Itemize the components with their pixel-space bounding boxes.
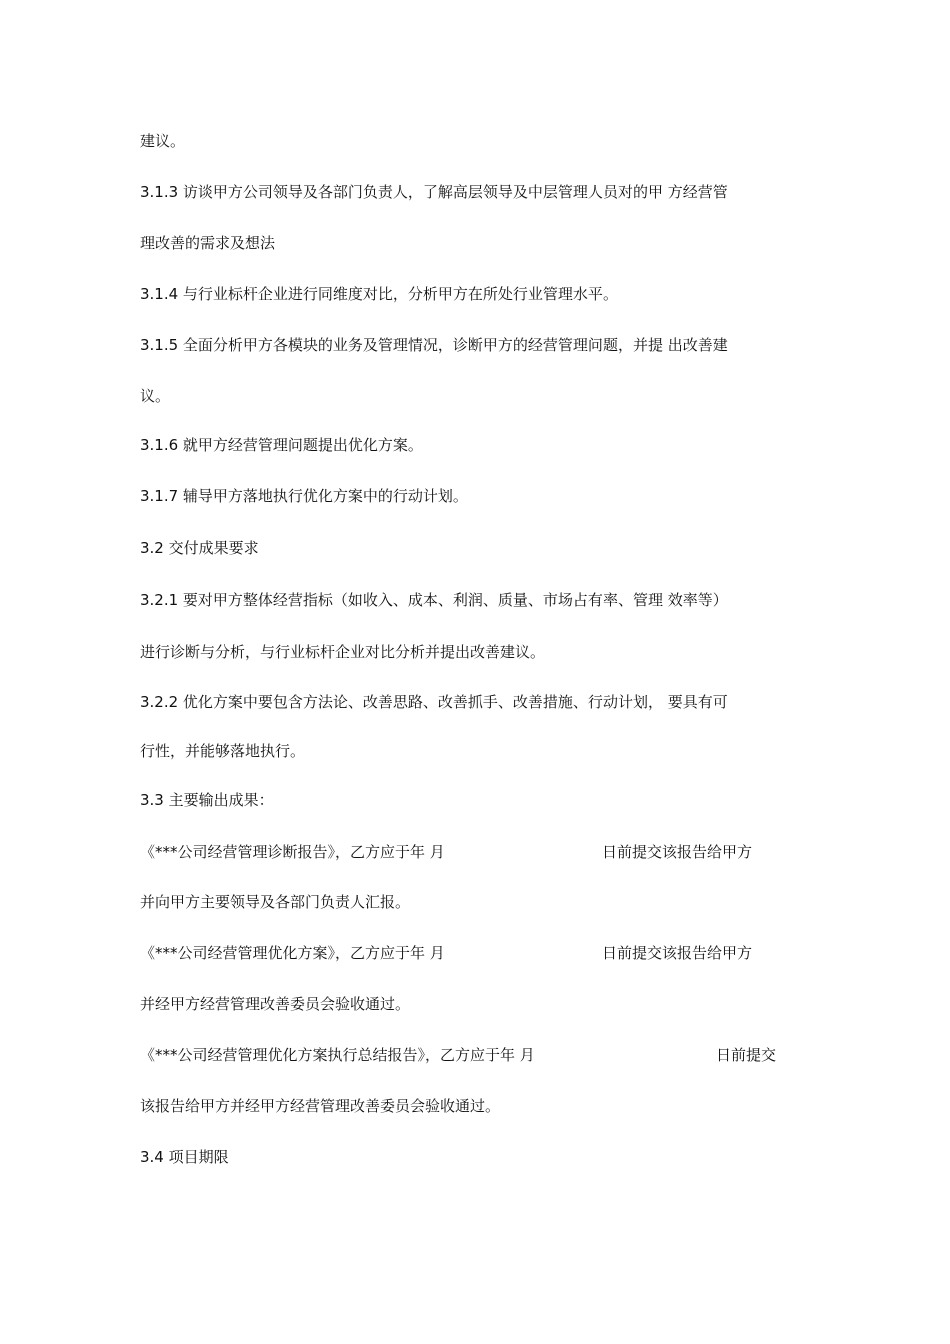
paragraph-line: 3.2.2 优化方案中要包含方法论、改善思路、改善抓手、改善措施、行动计划， 要具有可 <box>140 693 728 711</box>
report-line-left: 《***公司经营管理优化方案执行总结报告》，乙方应于年 月 <box>140 1046 535 1064</box>
report-line-right: 日前提交该报告给甲方 <box>602 944 753 962</box>
paragraph-line: 理改善的需求及想法 <box>140 234 276 252</box>
section-heading: 3.4 项目期限 <box>140 1148 229 1166</box>
paragraph-line: 3.1.6 就甲方经营管理问题提出优化方案。 <box>140 436 423 454</box>
paragraph-line: 进行诊断与分析，与行业标杆企业对比分析并提出改善建议。 <box>140 643 546 661</box>
section-heading: 3.3 主要输出成果： <box>140 791 274 809</box>
paragraph-line: 建议。 <box>140 132 186 150</box>
paragraph-line: 3.1.4 与行业标杆企业进行同维度对比，分析甲方在所处行业管理水平。 <box>140 285 618 303</box>
paragraph-line: 并经甲方经营管理改善委员会验收通过。 <box>140 995 411 1013</box>
paragraph-line: 议。 <box>140 387 171 405</box>
report-line-left: 《***公司经营管理优化方案》，乙方应于年 月 <box>140 944 445 962</box>
report-line-left: 《***公司经营管理诊断报告》，乙方应于年 月 <box>140 843 445 861</box>
paragraph-line: 3.1.3 访谈甲方公司领导及各部门负责人，了解高层领导及中层管理人员对的甲 方经营管 <box>140 183 728 201</box>
paragraph-line: 3.1.5 全面分析甲方各模块的业务及管理情况，诊断甲方的经营管理问题，并提 出改善建 <box>140 336 728 354</box>
paragraph-line: 行性，并能够落地执行。 <box>140 742 306 760</box>
paragraph-line: 并向甲方主要领导及各部门负责人汇报。 <box>140 893 411 911</box>
report-line-right: 日前提交该报告给甲方 <box>602 843 753 861</box>
section-heading: 3.2 交付成果要求 <box>140 539 259 557</box>
paragraph-line: 该报告给甲方并经甲方经营管理改善委员会验收通过。 <box>140 1097 501 1115</box>
paragraph-line: 3.1.7 辅导甲方落地执行优化方案中的行动计划。 <box>140 487 468 505</box>
report-line-right: 日前提交 <box>716 1046 777 1064</box>
paragraph-line: 3.2.1 要对甲方整体经营指标（如收入、成本、利润、质量、市场占有率、管理 效率等） <box>140 591 728 609</box>
